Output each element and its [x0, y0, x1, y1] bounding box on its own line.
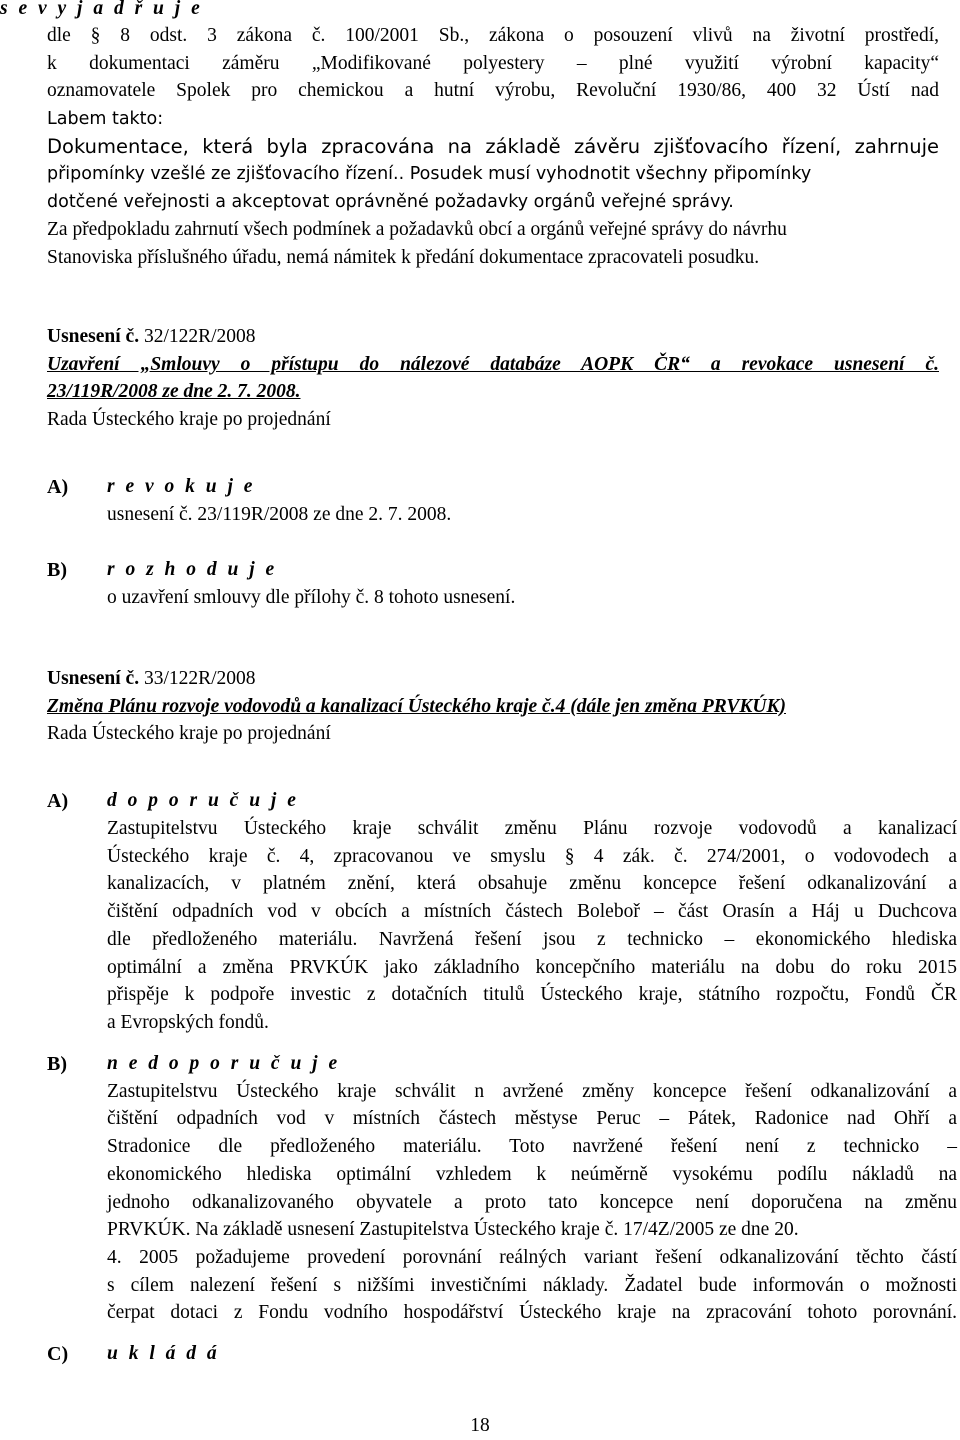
paragraph-line: dotčené veřejnosti a akceptovat oprávněné požadavky orgánů veřejné správy.	[47, 192, 734, 212]
item-a-line: přispěje k podpoře investic z dotačních titulů Ústeckého kraje, státního rozpočtu, Fondů ČR	[107, 984, 957, 1005]
item-a-verb: r e v o k u j e	[107, 476, 256, 497]
resolution-32-heading	[47, 325, 256, 349]
item-a-line: a Evropských fondů.	[107, 1012, 269, 1033]
item-b-label: B)	[47, 1053, 67, 1075]
item-a-line: kanalizacích, v platném znění, která obsahuje změnu koncepce řešení odkanalizování a	[107, 873, 957, 894]
resolution-label: Usnesení č.	[47, 668, 140, 689]
verb-vyjadruje: s e v y j a d ř u j e	[0, 0, 203, 19]
item-b-line: PRVKÚK. Na základě usnesení Zastupitelstva Ústeckého kraje č. 17/4Z/2005 ze dne 20.	[107, 1219, 799, 1240]
item-b-text: o uzavření smlouvy dle přílohy č. 8 tohoto usnesení.	[107, 587, 516, 608]
resolution-number: 33/122R/2008	[143, 668, 256, 689]
paragraph-line-part: . Posudek musí vyhodnotit všechny připomínky	[398, 164, 812, 184]
item-a-line: Zastupitelstvu Ústeckého kraje schválit změnu Plánu rozvoje vodovodů a kanalizací	[107, 818, 957, 839]
item-a-line: optimální a změna PRVKÚK jako základního koncepčního materiálu na dobu do roku 2015	[107, 957, 957, 978]
paragraph-line: Stanoviska příslušného úřadu, nemá námitek k předání dokumentace zpracovateli posudku.	[47, 247, 760, 268]
resolution-33-intro: Rada Ústeckého kraje po projednání	[47, 723, 331, 744]
item-b-line: čištění odpadních vod v místních částech městyse Peruc – Pátek, Radonice nad Ohří a	[107, 1108, 957, 1129]
item-b-label: B)	[47, 559, 67, 581]
item-b-line: čerpat dotaci z Fondu vodního hospodářství Ústeckého kraje na zpracování tohoto porovnání.	[107, 1302, 957, 1323]
resolution-label: Usnesení č.	[47, 326, 140, 347]
resolution-32-title-line2: 23/119R/2008 ze dne 2. 7. 2008.	[47, 381, 301, 402]
resolution-33-title: Změna Plánu rozvoje vodovodů a kanalizací Ústeckého kraje č.4 (dále jen změna PRVKÚK)	[47, 696, 786, 717]
item-a-line: čištění odpadních vod v obcích a místních částech Boleboř – část Orasín a Háj u Duchcova	[107, 901, 957, 922]
item-b-line: ekonomického hlediska optimální vzhledem k neúměrně vysokému podílu nákladů na	[107, 1164, 957, 1185]
item-a-label: A)	[47, 790, 69, 812]
paragraph-line: Za předpokladu zahrnutí všech podmínek a požadavků obcí a orgánů veřejné správy do návrhu	[47, 219, 787, 240]
item-b-verb: r o z h o d u j e	[107, 559, 278, 580]
resolution-number: 32/122R/2008	[143, 326, 256, 347]
item-a-line: dle předloženého materiálu. Navržená řešení jsou z technicko – ekonomického hlediska	[107, 929, 957, 950]
resolution-32-intro: Rada Ústeckého kraje po projednání	[47, 409, 331, 430]
item-a-line: Ústeckého kraje č. 4, zpracovanou ve smyslu § 4 zák. č. 274/2001, o vodovodech a	[107, 846, 957, 867]
item-a-text: usnesení č. 23/119R/2008 ze dne 2. 7. 2008.	[107, 504, 452, 525]
item-c-label: C)	[47, 1343, 69, 1365]
paragraph-line-split	[47, 162, 811, 186]
item-c-verb: u k l á d á	[107, 1343, 220, 1364]
item-b-line: s cílem nalezení řešení s nižšími investičními náklady. Žadatel bude informován o možnosti	[107, 1275, 957, 1296]
item-b-line: Zastupitelstvu Ústeckého kraje schválit n avržené změny koncepce řešení odkanalizování a	[107, 1081, 957, 1102]
item-b-verb: n e d o p o r u č u j e	[107, 1053, 341, 1074]
item-a-verb: d o p o r u č u j e	[107, 790, 299, 811]
page-number: 18	[470, 1415, 490, 1436]
paragraph-line: k dokumentaci záměru „Modifikované polyestery – plné využití výrobní kapacity“	[47, 53, 939, 74]
item-b-line: jednoho odkanalizovaného obyvatele a proto tato koncepce není doporučena na změnu	[107, 1192, 957, 1213]
item-b-line: 4. 2005 požadujeme provedení porovnání reálných variant řešení odkanalizování těchto částí	[107, 1247, 957, 1268]
paragraph-line-part: připomínky vzešlé ze zjišťovacího řízení.	[47, 164, 399, 184]
paragraph-line: dle § 8 odst. 3 zákona č. 100/2001 Sb., zákona o posouzení vlivů na životní prostředí,	[47, 25, 939, 46]
paragraph-line: oznamovatele Spolek pro chemickou a hutní výrobu, Revoluční 1930/86, 400 32 Ústí nad	[47, 80, 939, 101]
item-b-line: Stradonice dle předloženého materiálu. Toto navržené řešení není z technicko –	[107, 1136, 957, 1157]
resolution-32-title-line1: Uzavření „Smlouvy o přístupu do nálezové databáze AOPK ČR“ a revokace usnesení č.	[47, 354, 939, 375]
resolution-33-heading	[47, 667, 256, 691]
paragraph-line: Dokumentace, která byla zpracována na základě závěru zjišťovacího řízení, zahrnuje	[47, 135, 939, 158]
paragraph-line: Labem takto:	[47, 109, 164, 129]
item-a-label: A)	[47, 476, 69, 498]
